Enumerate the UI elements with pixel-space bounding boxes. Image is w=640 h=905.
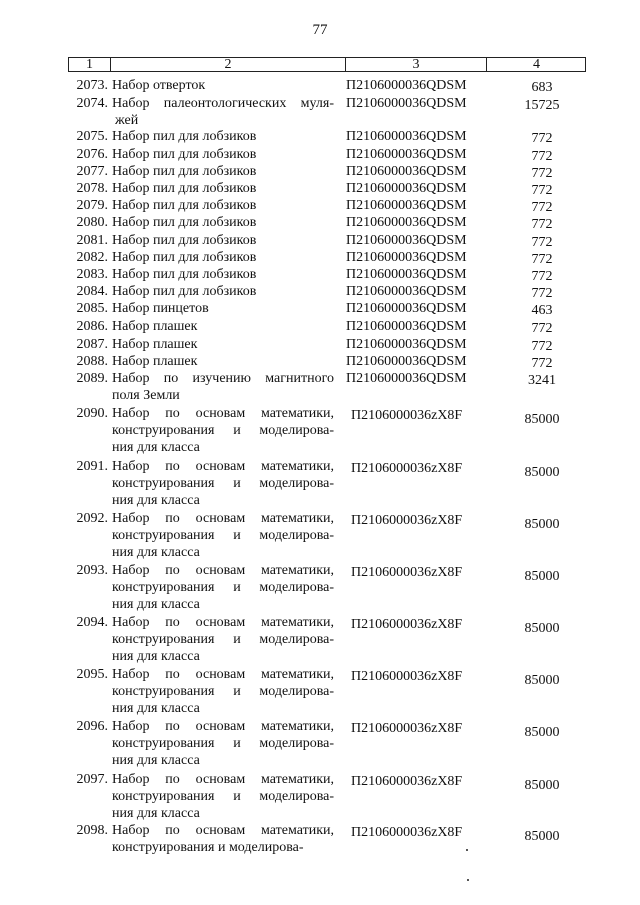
row-price: 772 bbox=[531, 217, 553, 232]
row-number: 2093. bbox=[76, 563, 108, 578]
row-number: 2075. bbox=[76, 129, 108, 144]
row-price: 15725 bbox=[524, 98, 560, 113]
row-number: 2097. bbox=[76, 772, 108, 787]
row-number: 2077. bbox=[76, 164, 108, 179]
row-number: 2086. bbox=[76, 319, 108, 334]
row-code: П2106000036zX8F bbox=[351, 461, 463, 476]
row-number: 2094. bbox=[76, 615, 108, 630]
row-name-line: Набор по основам математики, bbox=[112, 563, 334, 578]
row-price: 85000 bbox=[524, 569, 560, 584]
row-price: 85000 bbox=[524, 778, 560, 793]
row-number: 2095. bbox=[76, 667, 108, 682]
row-name bbox=[112, 718, 334, 769]
row-number: 2081. bbox=[76, 233, 108, 248]
row-code: П2106000036QDSM bbox=[346, 147, 467, 162]
row-code: П2106000036QDSM bbox=[346, 96, 467, 111]
row-code: П2106000036QDSM bbox=[346, 267, 467, 282]
row-code: П2106000036zX8F bbox=[351, 825, 463, 840]
row-price: 772 bbox=[531, 252, 553, 267]
row-price: 772 bbox=[531, 269, 553, 284]
column-header-4: 4 bbox=[533, 57, 540, 72]
row-number: 2087. bbox=[76, 337, 108, 352]
row-number: 2096. bbox=[76, 719, 108, 734]
row-name bbox=[112, 77, 334, 94]
row-code: П2106000036zX8F bbox=[351, 721, 463, 736]
row-price: 772 bbox=[531, 356, 553, 371]
row-name-line: Набор по основам математики, bbox=[112, 459, 334, 474]
row-name-line: Набор по основам математики, bbox=[112, 406, 334, 421]
row-name bbox=[112, 249, 334, 266]
row-code: П2106000036QDSM bbox=[346, 129, 467, 144]
row-name-line: Набор по основам математики, bbox=[112, 719, 334, 734]
row-name-line: Набор плашек bbox=[112, 354, 198, 369]
row-name bbox=[112, 318, 334, 335]
row-price: 85000 bbox=[524, 829, 560, 844]
row-price: 3241 bbox=[528, 373, 556, 388]
row-name bbox=[112, 128, 334, 145]
column-header-3: 3 bbox=[412, 57, 420, 72]
row-name bbox=[112, 562, 334, 613]
row-number: 2078. bbox=[76, 181, 108, 196]
row-price: 772 bbox=[531, 286, 553, 301]
row-code: П2106000036zX8F bbox=[351, 617, 463, 632]
row-price: 85000 bbox=[524, 517, 560, 532]
row-name bbox=[112, 180, 334, 197]
page-number: 77 bbox=[312, 22, 328, 38]
row-number: 2076. bbox=[76, 147, 108, 162]
row-code: П2106000036QDSM bbox=[346, 301, 467, 316]
row-price: 772 bbox=[531, 131, 553, 146]
row-price: 772 bbox=[531, 149, 553, 164]
row-price: 772 bbox=[531, 166, 553, 181]
row-name bbox=[112, 458, 334, 509]
row-name-line: ния для класса bbox=[112, 701, 200, 716]
row-name-line: конструирования и моделирова- bbox=[112, 684, 334, 699]
row-price: 85000 bbox=[524, 621, 560, 636]
row-code: П2106000036zX8F bbox=[351, 774, 463, 789]
row-name-line: Набор по изучению магнитного bbox=[112, 371, 334, 386]
row-name bbox=[112, 370, 334, 404]
row-name-line: ния для класса bbox=[112, 806, 200, 821]
row-price: 772 bbox=[531, 200, 553, 215]
table-header bbox=[68, 57, 586, 72]
row-price: 85000 bbox=[524, 673, 560, 688]
row-code: П2106000036QDSM bbox=[346, 215, 467, 230]
row-name-line: конструирования и моделирова- bbox=[112, 580, 334, 595]
row-name-line: ния для класса bbox=[112, 597, 200, 612]
row-price: 772 bbox=[531, 183, 553, 198]
row-name-line: жей bbox=[115, 113, 139, 128]
row-number: 2092. bbox=[76, 511, 108, 526]
row-name-line: конструирования и моделирова- bbox=[112, 423, 334, 438]
row-number: 2091. bbox=[76, 459, 108, 474]
row-name-line: Набор отверток bbox=[112, 78, 206, 93]
row-name-line: ния для класса bbox=[112, 753, 200, 768]
row-number: 2084. bbox=[76, 284, 108, 299]
row-price: 772 bbox=[531, 235, 553, 250]
row-name bbox=[112, 283, 334, 300]
row-name-line: Набор по основам математики, bbox=[112, 823, 334, 838]
row-name-line: конструирования и моделирова- bbox=[112, 632, 334, 647]
row-code: П2106000036zX8F bbox=[351, 565, 463, 580]
row-name-line: Набор пил для лобзиков bbox=[112, 129, 257, 144]
row-code: П2106000036QDSM bbox=[346, 233, 467, 248]
row-code: П2106000036zX8F bbox=[351, 669, 463, 684]
row-name-line: Набор пил для лобзиков bbox=[112, 250, 257, 265]
row-number: 2085. bbox=[76, 301, 108, 316]
row-name bbox=[112, 405, 334, 456]
row-name-line: Набор пил для лобзиков bbox=[112, 164, 257, 179]
row-name bbox=[112, 146, 334, 163]
row-code: П2106000036QDSM bbox=[346, 337, 467, 352]
row-name-line: конструирования и моделирова- bbox=[112, 736, 334, 751]
row-code: П2106000036QDSM bbox=[346, 250, 467, 265]
row-number: 2080. bbox=[76, 215, 108, 230]
row-price: 85000 bbox=[524, 465, 560, 480]
row-price: 463 bbox=[531, 303, 553, 318]
column-header-1: 1 bbox=[86, 57, 93, 72]
row-name bbox=[112, 266, 334, 283]
row-number: 2082. bbox=[76, 250, 108, 265]
row-number: 2088. bbox=[76, 354, 108, 369]
row-name-line: Набор плашек bbox=[112, 319, 198, 334]
row-name bbox=[112, 95, 334, 129]
row-name-line: ния для класса bbox=[112, 649, 200, 664]
row-code: П2106000036QDSM bbox=[346, 78, 467, 93]
scan-mark bbox=[466, 849, 468, 851]
row-price: 772 bbox=[531, 339, 553, 354]
row-code: П2106000036QDSM bbox=[346, 198, 467, 213]
row-name-line: Набор плашек bbox=[112, 337, 198, 352]
row-number: 2079. bbox=[76, 198, 108, 213]
row-number: 2089. bbox=[76, 371, 108, 386]
row-code: П2106000036QDSM bbox=[346, 319, 467, 334]
row-name-line: Набор пинцетов bbox=[112, 301, 209, 316]
row-name bbox=[112, 614, 334, 665]
row-code: П2106000036QDSM bbox=[346, 164, 467, 179]
row-code: П2106000036zX8F bbox=[351, 513, 463, 528]
row-name-line: конструирования и моделирова- bbox=[112, 528, 334, 543]
row-price: 683 bbox=[531, 80, 553, 95]
row-name bbox=[112, 163, 334, 180]
row-name-line: Набор по основам математики, bbox=[112, 667, 334, 682]
row-code: П2106000036zX8F bbox=[351, 408, 463, 423]
column-header-2: 2 bbox=[224, 57, 232, 72]
row-name bbox=[112, 197, 334, 214]
row-name-line: Набор по основам математики, bbox=[112, 615, 334, 630]
row-name-line: конструирования и моделирова- bbox=[112, 789, 334, 804]
row-name-line: конструирования и моделирова- bbox=[112, 840, 304, 855]
row-name bbox=[112, 822, 334, 856]
row-name-line: Набор по основам математики, bbox=[112, 511, 334, 526]
row-name-line: ния для класса bbox=[112, 440, 200, 455]
row-name-line: Набор пил для лобзиков bbox=[112, 284, 257, 299]
row-code: П2106000036QDSM bbox=[346, 284, 467, 299]
row-price: 85000 bbox=[524, 725, 560, 740]
row-name-line: поля Земли bbox=[112, 388, 180, 403]
row-name bbox=[112, 771, 334, 822]
row-code: П2106000036QDSM bbox=[346, 371, 467, 386]
row-name bbox=[112, 666, 334, 717]
row-number: 2098. bbox=[76, 823, 108, 838]
row-name-line: ния для класса bbox=[112, 545, 200, 560]
row-name-line: конструирования и моделирова- bbox=[112, 476, 334, 491]
row-name-line: Набор пил для лобзиков bbox=[112, 198, 257, 213]
scan-mark bbox=[467, 879, 469, 881]
row-name bbox=[112, 300, 334, 317]
row-price: 85000 bbox=[524, 412, 560, 427]
row-name bbox=[112, 510, 334, 561]
row-name bbox=[112, 232, 334, 249]
row-number: 2083. bbox=[76, 267, 108, 282]
row-name-line: Набор палеонтологических муля- bbox=[112, 96, 334, 111]
row-code: П2106000036QDSM bbox=[346, 354, 467, 369]
row-name-line: Набор пил для лобзиков bbox=[112, 267, 257, 282]
row-name bbox=[112, 214, 334, 231]
row-name-line: ния для класса bbox=[112, 493, 200, 508]
row-name-line: Набор по основам математики, bbox=[112, 772, 334, 787]
row-name bbox=[112, 336, 334, 353]
row-price: 772 bbox=[531, 321, 553, 336]
row-name-line: Набор пил для лобзиков bbox=[112, 181, 257, 196]
row-name-line: Набор пил для лобзиков bbox=[112, 215, 257, 230]
row-code: П2106000036QDSM bbox=[346, 181, 467, 196]
row-name-line: Набор пил для лобзиков bbox=[112, 233, 257, 248]
row-name-line: Набор пил для лобзиков bbox=[112, 147, 257, 162]
row-name bbox=[112, 353, 334, 370]
row-number: 2073. bbox=[76, 78, 108, 93]
row-number: 2090. bbox=[76, 406, 108, 421]
row-number: 2074. bbox=[76, 96, 108, 111]
